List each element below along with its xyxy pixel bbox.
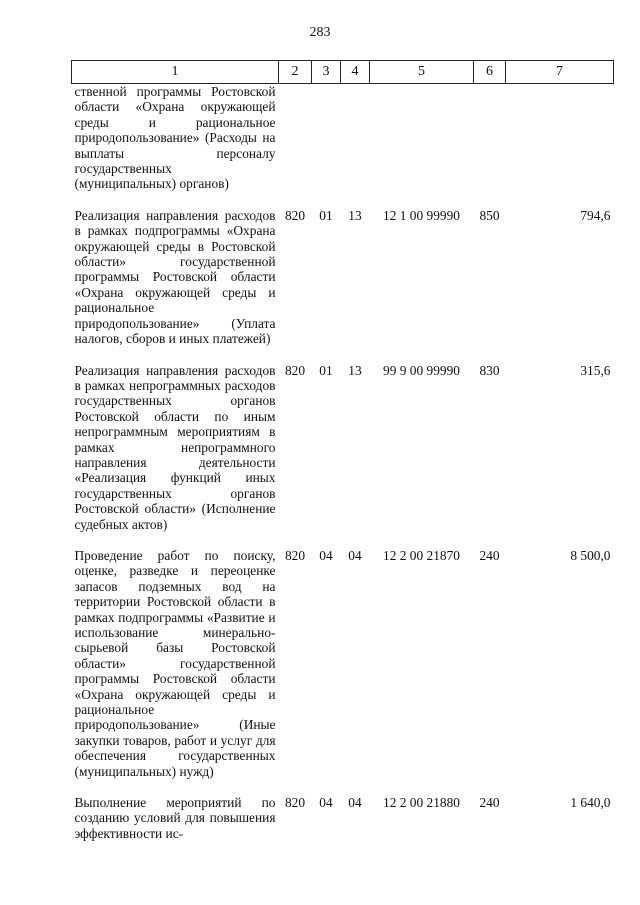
- row-section-code: 01: [319, 207, 333, 223]
- row-description: Проведение работ по поиску, оценке, разведке и переоценке запасов подземных вод на территории Ростовской области в рамках подпрограммы «Развитие и использование минерально-сырьевой базы Ростовской области» государственной программы Ростовской области «Охрана окружающей среды и рациональное природопользование» (Иные закупки товаров, работ и услуг для обеспечения государственных (муниципальных) нужд): [74, 547, 276, 779]
- row-description: Реализация направления расходов в рамках подпрограммы «Охрана окружающей среды в Ростовской области» государственной программы Ростовской области «Охрана окружающей среды и рациональное природопользование» (Уплата налогов, сборов и иных платежей): [74, 207, 276, 347]
- table-row: [72, 548, 614, 779]
- header-col-7: 7: [506, 61, 614, 84]
- header-col-6: 6: [474, 61, 506, 84]
- row-subsection-code: 04: [348, 795, 362, 811]
- row-target-article: 12 2 00 21870: [383, 547, 460, 563]
- row-subsection-code: [341, 84, 370, 192]
- row-section-code: 01: [319, 362, 333, 378]
- budget-table: [71, 60, 614, 841]
- header-col-3: 3: [312, 61, 341, 84]
- row-expense-type: 240: [479, 795, 500, 811]
- row-target-article: 12 2 00 21880: [383, 795, 460, 811]
- row-amount: 1 640,0: [570, 795, 611, 811]
- table-body: [72, 84, 614, 842]
- row-expense-type: 830: [479, 362, 500, 378]
- header-col-1: 1: [72, 61, 279, 84]
- row-ministry-code: 820: [284, 547, 306, 563]
- row-expense-type: 240: [479, 547, 500, 563]
- row-target-article: 99 9 00 99990: [383, 362, 460, 378]
- row-section-code: 04: [319, 547, 333, 563]
- row-ministry-code: 820: [284, 207, 306, 223]
- row-description: ственной программы Ростовской области «Охрана окружающей среды и рациональное природопользование» (Расходы на выплаты персоналу государственных (муниципальных) органов): [74, 84, 276, 192]
- row-spacer: [72, 192, 614, 208]
- row-amount: 315,6: [580, 362, 611, 378]
- row-spacer: [72, 779, 614, 795]
- table-row: [72, 84, 614, 192]
- row-description: Выполнение мероприятий по созданию условий для повышения эффективности ис-: [74, 795, 276, 841]
- row-target-article: [370, 84, 474, 192]
- table-row: [72, 795, 614, 841]
- row-subsection-code: 04: [348, 547, 362, 563]
- row-description: Реализация направления расходов в рамках непрограммных расходов государственных органов Ростовской области по иным непрограммным мероприятиям в рамках непрограммного направления деятельности «Реализация функций иных государственных органов Ростовской области» (Исполнение судебных актов): [74, 362, 276, 532]
- table-header: [72, 61, 614, 84]
- header-col-2: 2: [279, 61, 312, 84]
- row-expense-type: 850: [479, 207, 500, 223]
- row-spacer: [72, 347, 614, 363]
- row-amount: 794,6: [580, 207, 611, 223]
- row-amount: [506, 84, 614, 192]
- row-ministry-code: 820: [284, 795, 306, 811]
- row-amount: 8 500,0: [570, 547, 611, 563]
- row-subsection-code: 13: [348, 207, 362, 223]
- row-target-article: 12 1 00 99990: [383, 207, 460, 223]
- row-ministry-code: 820: [284, 362, 306, 378]
- table-row: [72, 208, 614, 347]
- header-col-4: 4: [341, 61, 370, 84]
- row-subsection-code: 13: [348, 362, 362, 378]
- row-ministry-code: [279, 84, 312, 192]
- header-row: [72, 61, 614, 84]
- header-col-5: 5: [370, 61, 474, 84]
- row-expense-type: [474, 84, 506, 192]
- row-section-code: 04: [319, 795, 333, 811]
- page-number: 283: [309, 25, 331, 40]
- row-spacer: [72, 532, 614, 548]
- row-section-code: [312, 84, 341, 192]
- table-row: [72, 363, 614, 532]
